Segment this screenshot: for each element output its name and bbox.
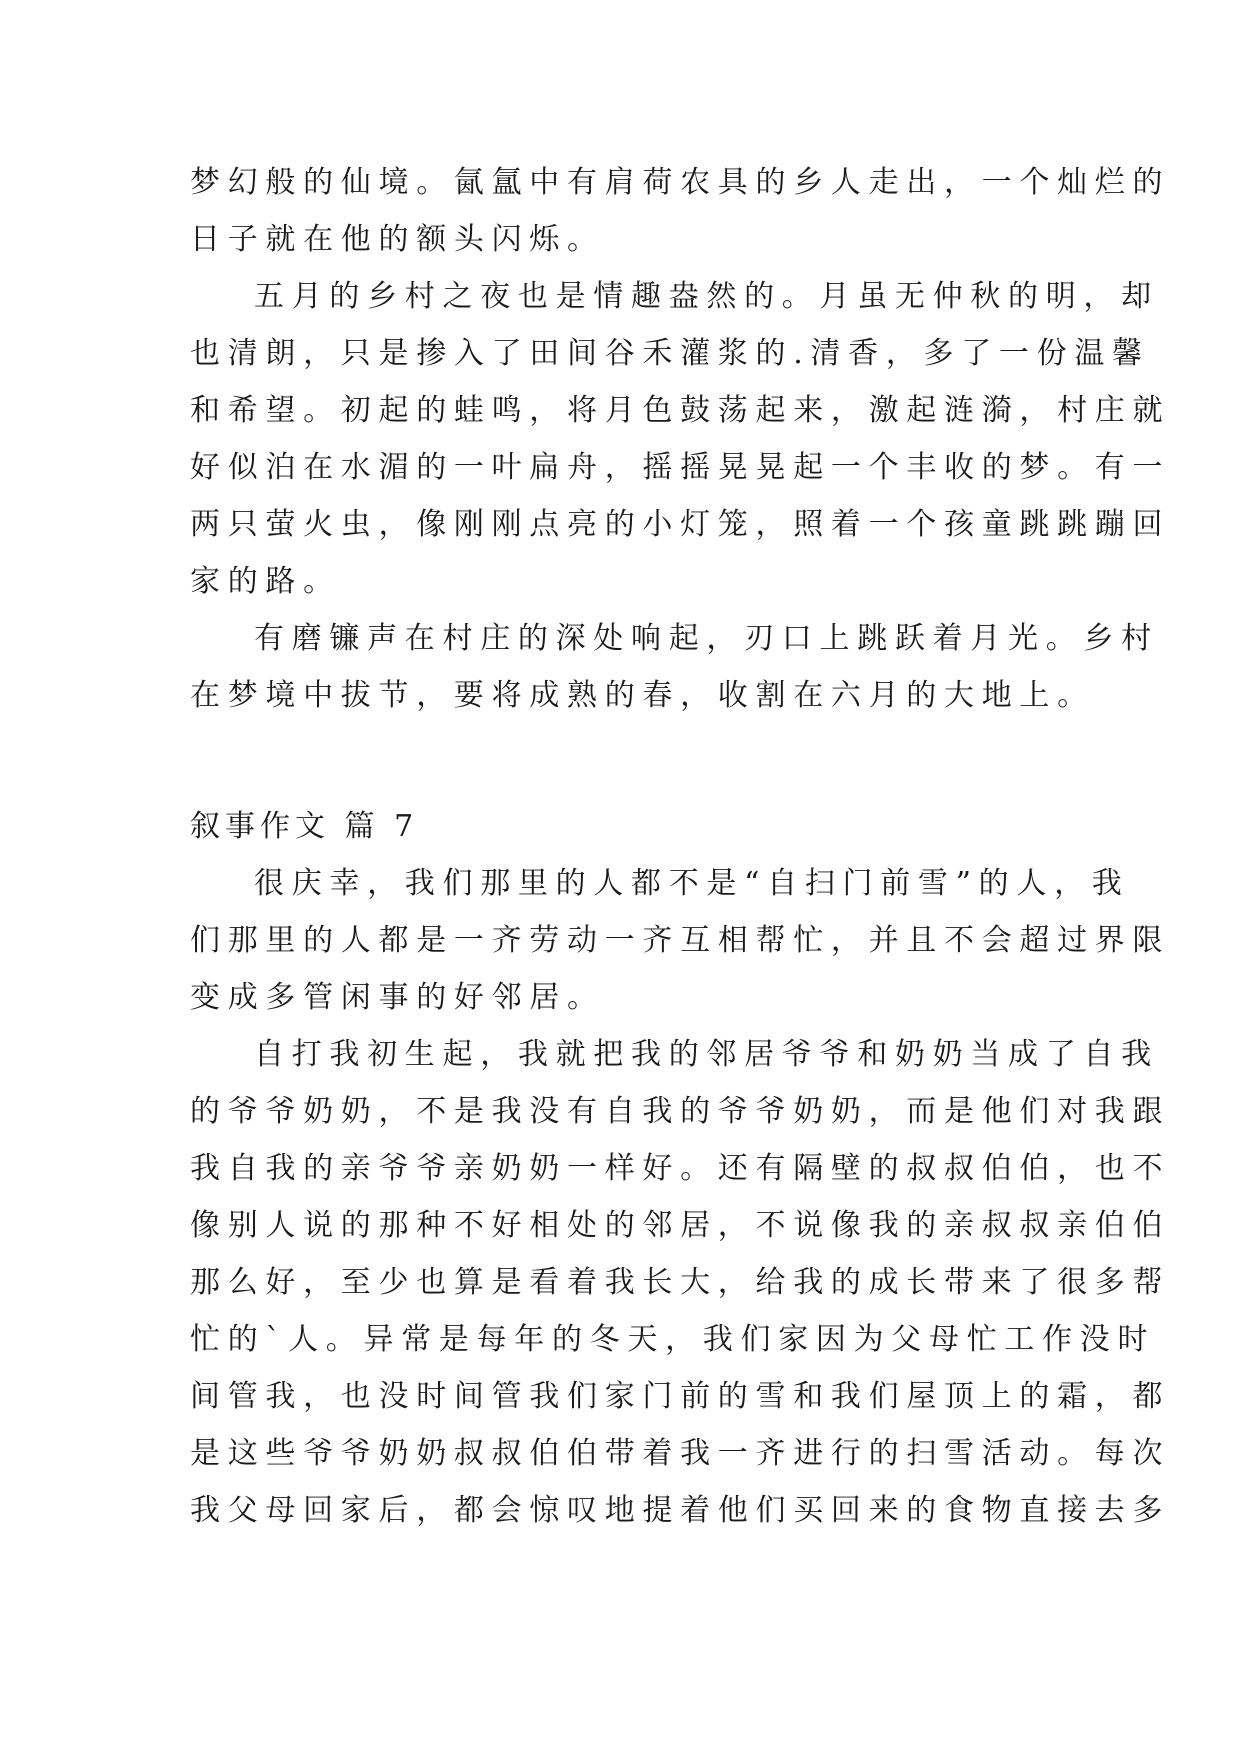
paragraph (190, 855, 1171, 1026)
section-previous-essay (190, 154, 1171, 724)
paragraph (190, 268, 1171, 610)
text-line: 日子就在他的额头闪烁。 (190, 222, 605, 257)
text-line: 五月的乡村之夜也是情趣盎然的。月虽无仲秋的明，却 (254, 279, 1159, 314)
text-line: 的爷爷奶奶，不是我没有自我的爷爷奶奶，而是他们对我跟 (190, 1094, 1171, 1129)
text-line: 自打我初生起，我就把我的邻居爷爷和奶奶当成了自我 (254, 1037, 1159, 1072)
text-line: 在梦境中拔节，要将成熟的春，收割在六月的大地上。 (190, 678, 1095, 713)
section-essay-7 (190, 798, 1171, 1539)
text-line: 也清朗，只是掺入了田间谷禾灌浆的.清香，多了一份温馨 (190, 336, 1150, 371)
text-line: 我自我的亲爷爷亲奶奶一样好。还有隔壁的叔叔伯伯，也不 (190, 1151, 1171, 1186)
text-line: 像别人说的那种不好相处的邻居，不说像我的亲叔叔亲伯伯 (190, 1208, 1171, 1243)
text-line: 梦幻般的仙境。氤氲中有肩荷农具的乡人走出，一个灿烂的 (190, 165, 1171, 200)
text-line: 好似泊在水湄的一叶扁舟，摇摇晃晃起一个丰收的梦。有一 (190, 450, 1171, 485)
text-line: 们那里的人都是一齐劳动一齐互相帮忙，并且不会超过界限 (190, 923, 1171, 958)
text-line: 忙的`人。异常是每年的冬天，我们家因为父母忙工作没时 (190, 1322, 1156, 1357)
text-line: 是这些爷爷奶奶叔叔伯伯带着我一齐进行的扫雪活动。每次 (190, 1436, 1171, 1471)
text-line: 我父母回家后，都会惊叹地提着他们买回来的食物直接去多 (190, 1493, 1171, 1528)
text-line: 很庆幸，我们那里的人都不是“自扫门前雪”的人，我 (254, 866, 1130, 901)
text-line: 家的路。 (190, 564, 341, 599)
section-spacer (190, 724, 1052, 798)
text-line: 有磨镰声在村庄的深处响起，刃口上跳跃着月光。乡村 (254, 621, 1159, 656)
essay-heading: 叙事作文 篇 7 (190, 809, 419, 844)
paragraph (190, 610, 1159, 724)
document-page (190, 154, 1171, 1539)
paragraph (190, 154, 1171, 268)
paragraph (190, 1026, 1171, 1539)
text-line: 两只萤火虫，像刚刚点亮的小灯笼，照着一个孩童跳跳蹦回 (190, 507, 1171, 542)
text-line: 变成多管闲事的好邻居。 (190, 980, 605, 1015)
text-line: 间管我，也没时间管我们家门前的雪和我们屋顶上的霜，都 (190, 1379, 1171, 1414)
text-line: 那么好，至少也算是看着我长大，给我的成长带来了很多帮 (190, 1265, 1171, 1300)
text-line: 和希望。初起的蛙鸣，将月色鼓荡起来，激起涟漪，村庄就 (190, 393, 1171, 428)
